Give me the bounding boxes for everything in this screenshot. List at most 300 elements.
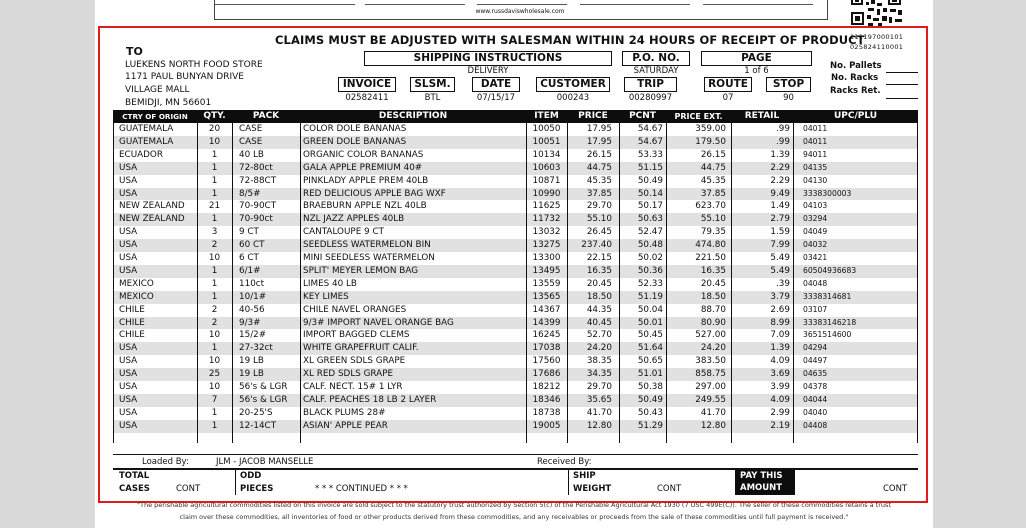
- cell-item: 10051: [532, 136, 561, 147]
- po-number-header: P.O. NO.: [622, 51, 690, 66]
- pieces-label: PIECES: [240, 484, 274, 494]
- viewer-margin-left: [0, 0, 95, 528]
- cell-origin: USA: [119, 240, 138, 251]
- cell-desc: PINKLADY APPLE PREM 40LB: [303, 175, 429, 186]
- cell-qty: 10: [208, 382, 221, 392]
- cell-desc: RED DELICIOUS APPLE BAG WXF: [303, 188, 446, 199]
- racks-returned-line: [886, 98, 918, 99]
- cell-pack: 70-90ct: [239, 214, 273, 225]
- cell-upc: 03421: [803, 253, 828, 262]
- received-by-label: Received By:: [537, 457, 592, 467]
- shipping-instructions-header: SHIPPING INSTRUCTIONS: [364, 51, 612, 66]
- cell-item: 16245: [532, 330, 561, 341]
- cell-price: 12.80: [586, 420, 612, 431]
- cell-upc: 33383146218: [803, 317, 857, 327]
- cell-pcnt: 50.17: [637, 201, 663, 212]
- date-header: DATE: [472, 77, 520, 92]
- cell-origin: USA: [119, 382, 138, 392]
- cell-price: 35.65: [586, 394, 612, 405]
- cases-label: CASES: [119, 484, 150, 494]
- invoice-header: INVOICE: [338, 77, 396, 92]
- cell-upc: 03107: [803, 304, 828, 314]
- claims-headline: CLAIMS MUST BE ADJUSTED WITH SALESMAN WITHIN 24 HOURS OF RECEIPT OF PRODUCT: [275, 33, 865, 47]
- cell-item: 18212: [532, 382, 561, 392]
- cell-pack: 6/1#: [239, 265, 261, 276]
- cell-retail: 3.99: [770, 382, 790, 392]
- cell-qty: 10: [208, 136, 221, 147]
- cell-upc: 94011: [803, 149, 828, 159]
- cell-desc: CALF. NECT. 15# 1 LYR: [303, 382, 403, 392]
- trust-notice-line-1: "The perishable agricultural commodities listed on this invoice are sold subject to the statutory trust authorized by Section 5(c) of the Perishable Agricultural Act 1930 (7 USC 499E(C)). The seller of these commodities retains a trust: [137, 501, 891, 509]
- cell-price: 29.70: [586, 382, 612, 392]
- col-upc: UPC/PLU: [833, 111, 878, 121]
- cell-upc: 04408: [803, 420, 828, 430]
- cell-ext: 527.00: [695, 330, 726, 341]
- salesman-header: SLSM.: [410, 77, 455, 92]
- cell-retail: 1.39: [770, 343, 790, 354]
- ref-number-1: 111197000101: [850, 33, 904, 41]
- col-pcnt: PCNT: [629, 111, 656, 121]
- col-item: ITEM: [534, 111, 559, 121]
- cell-price: 44.35: [586, 304, 612, 315]
- cell-origin: NEW ZEALAND: [119, 214, 185, 225]
- ship-to-line3: VILLAGE MALL: [125, 85, 190, 95]
- qr-code-icon: [848, 0, 906, 27]
- cell-ext: 20.45: [700, 278, 726, 289]
- cell-pack: 72-88CT: [239, 175, 277, 186]
- trip-value: 00280997: [628, 93, 673, 103]
- cell-desc: CALF. PEACHES 18 LB 2 LAYER: [303, 394, 437, 405]
- cell-qty: 20: [208, 124, 221, 134]
- cell-qty: 1: [211, 420, 218, 431]
- cell-pcnt: 54.67: [637, 136, 663, 147]
- cell-qty: 1: [211, 265, 218, 276]
- cell-pack: 9/3#: [239, 317, 261, 328]
- cell-origin: USA: [119, 394, 138, 405]
- cell-pack: CASE: [239, 136, 263, 147]
- footer-rule: [113, 454, 918, 455]
- cell-origin: USA: [119, 175, 138, 186]
- cell-upc: 04294: [803, 343, 828, 353]
- route-header: ROUTE: [704, 77, 752, 92]
- racks-line: [886, 84, 918, 85]
- footer-divider: [235, 469, 236, 495]
- cell-pack: 40 LB: [239, 149, 264, 160]
- cell-ext: 55.10: [700, 214, 726, 225]
- cell-ext: 12.80: [700, 420, 726, 431]
- cell-origin: USA: [119, 356, 138, 367]
- cell-retail: 7.99: [770, 240, 790, 251]
- pallets-label: No. Pallets: [830, 61, 882, 71]
- cell-upc: 04497: [803, 356, 828, 366]
- cell-ext: 26.15: [700, 149, 726, 160]
- pallets-line: [886, 72, 918, 73]
- cell-pack: 19 LB: [239, 356, 264, 367]
- cell-pcnt: 51.19: [637, 291, 663, 302]
- cell-price: 20.45: [586, 278, 612, 289]
- cell-retail: 5.49: [770, 265, 790, 276]
- salesman-value: BTL: [424, 93, 441, 103]
- cell-pcnt: 50.48: [637, 240, 663, 251]
- cell-price: 17.95: [586, 124, 612, 134]
- cell-upc: 03294: [803, 214, 828, 224]
- cell-ext: 37.85: [700, 188, 726, 199]
- cell-item: 18346: [532, 394, 561, 405]
- customer-header: CUSTOMER: [536, 77, 610, 92]
- cell-upc: 04635: [803, 369, 828, 379]
- cell-desc: XL RED SDLS GRAPE: [303, 369, 394, 380]
- cell-retail: 2.99: [770, 407, 790, 418]
- cell-qty: 10: [208, 253, 221, 263]
- footer-rule: [113, 468, 918, 470]
- cell-item: 13495: [532, 265, 561, 276]
- cell-desc: CANTALOUPE 9 CT: [303, 227, 384, 238]
- cell-desc: LIMES 40 LB: [303, 278, 357, 289]
- cell-item: 13032: [532, 227, 561, 238]
- cases-value: CONT: [176, 484, 201, 494]
- cell-price: 237.40: [581, 240, 612, 251]
- cell-qty: 10: [208, 330, 221, 341]
- cell-ext: 80.90: [700, 317, 726, 328]
- cell-item: 10990: [532, 188, 561, 199]
- cell-pcnt: 53.33: [637, 149, 663, 160]
- odd-label: ODD: [240, 471, 262, 481]
- cell-origin: CHILE: [119, 317, 145, 328]
- table-header: [113, 110, 918, 123]
- cell-desc: KEY LIMES: [303, 291, 349, 302]
- col-description: DESCRIPTION: [378, 111, 448, 121]
- cell-price: 18.50: [586, 291, 612, 302]
- cell-desc: XL GREEN SDLS GRAPE: [303, 356, 406, 367]
- racks-returned-label: Racks Ret.: [830, 86, 881, 96]
- cell-qty: 1: [211, 291, 218, 302]
- cell-desc: COLOR DOLE BANANAS: [303, 124, 407, 134]
- cell-retail: 7.09: [770, 330, 790, 341]
- cell-ext: 44.75: [700, 162, 726, 173]
- col-pack: PACK: [252, 111, 280, 121]
- cell-desc: GREEN DOLE BANANAS: [303, 136, 407, 147]
- col-price-ext: PRICE EXT.: [674, 112, 723, 121]
- cell-qty: 2: [211, 240, 218, 251]
- cell-pack: CASE: [239, 124, 263, 134]
- cell-desc: SPLIT' MEYER LEMON BAG: [303, 265, 419, 276]
- trip-header: TRIP: [624, 77, 677, 92]
- cell-ext: 297.00: [695, 382, 726, 392]
- ref-number-2: 025824110001: [850, 43, 904, 51]
- cell-upc: 3338300003: [803, 188, 852, 198]
- cell-item: 13559: [532, 278, 561, 289]
- col-price: PRICE: [578, 111, 608, 121]
- cell-pack: 60 CT: [239, 240, 265, 251]
- cell-retail: 2.79: [770, 214, 790, 225]
- cell-qty: 7: [211, 394, 218, 405]
- cell-retail: 2.19: [770, 420, 790, 431]
- cell-desc: MINI SEEDLESS WATERMELON: [303, 253, 435, 263]
- cell-origin: USA: [119, 162, 138, 173]
- weight-value: CONT: [657, 484, 682, 494]
- cell-pcnt: 51.01: [637, 369, 663, 380]
- continued-note: * * * CONTINUED * * *: [315, 484, 408, 494]
- cell-price: 52.70: [586, 330, 612, 341]
- cell-qty: 10: [208, 356, 221, 367]
- cell-upc: 04044: [803, 394, 828, 404]
- cell-pcnt: 51.15: [637, 162, 663, 173]
- cell-retail: 2.69: [770, 304, 790, 315]
- ship-to-name: LUEKENS NORTH FOOD STORE: [125, 60, 263, 70]
- racks-label: No. Racks: [831, 73, 879, 83]
- col-divider: [113, 123, 114, 443]
- cell-pack: 56's & LGR: [239, 394, 288, 405]
- cell-qty: 1: [211, 188, 218, 199]
- cell-pcnt: 50.36: [637, 265, 663, 276]
- invoice-value: 02582411: [345, 93, 389, 103]
- stop-value: 90: [783, 93, 794, 103]
- cell-pack: 6 CT: [239, 253, 259, 263]
- cell-upc: 04135: [803, 162, 828, 172]
- cell-desc: BLACK PLUMS 28#: [303, 407, 386, 418]
- cell-retail: 8.99: [770, 317, 790, 328]
- cell-qty: 1: [211, 162, 218, 173]
- cell-origin: USA: [119, 369, 138, 380]
- to-label: TO: [126, 45, 143, 58]
- cell-desc: CHILE NAVEL ORANGES: [303, 304, 407, 315]
- cell-upc: 04011: [803, 136, 828, 146]
- cell-item: 19005: [532, 420, 561, 431]
- page-value: 1 of 6: [744, 66, 769, 76]
- cell-origin: USA: [119, 227, 138, 238]
- loaded-by-label: Loaded By:: [142, 457, 189, 467]
- cell-item: 18738: [532, 407, 561, 418]
- cell-desc: ORGANIC COLOR BANANAS: [303, 149, 424, 160]
- col-origin: CTRY OF ORIGIN: [122, 112, 188, 121]
- footer-divider: [568, 469, 569, 495]
- cell-upc: 04032: [803, 240, 828, 250]
- cell-item: 13565: [532, 291, 561, 302]
- cell-origin: CHILE: [119, 330, 145, 341]
- cell-ext: 24.20: [700, 343, 726, 354]
- cell-ext: 88.70: [700, 304, 726, 315]
- cell-origin: MEXICO: [119, 278, 154, 289]
- cell-item: 13275: [532, 240, 561, 251]
- cell-qty: 1: [211, 343, 218, 354]
- cell-desc: ASIAN' APPLE PEAR: [303, 420, 388, 431]
- col-divider: [232, 123, 233, 443]
- cell-ext: 623.70: [695, 201, 726, 212]
- cell-retail: 3.79: [770, 291, 790, 302]
- cell-item: 10134: [532, 149, 561, 160]
- cell-item: 10603: [532, 162, 561, 173]
- cell-pcnt: 52.47: [637, 227, 663, 238]
- cell-price: 24.20: [586, 343, 612, 354]
- cell-ext: 474.80: [695, 240, 726, 251]
- cell-upc: 3338314681: [803, 291, 852, 301]
- cell-ext: 858.75: [695, 369, 726, 380]
- cell-upc: 04130: [803, 175, 828, 185]
- cell-retail: 2.29: [770, 175, 790, 186]
- cell-ext: 179.50: [695, 136, 726, 147]
- cell-desc: IMPORT BAGGED CLEMS: [303, 330, 410, 341]
- cell-qty: 1: [211, 149, 218, 160]
- cell-price: 17.95: [586, 136, 612, 147]
- cell-qty: 25: [208, 369, 221, 380]
- trust-notice: [95, 499, 933, 523]
- items-table: [113, 110, 918, 443]
- cell-item: 17038: [532, 343, 561, 354]
- cell-item: 11732: [532, 214, 561, 225]
- cell-ext: 41.70: [700, 407, 726, 418]
- cell-pcnt: 54.67: [637, 124, 663, 134]
- cell-price: 16.35: [586, 265, 612, 276]
- po-number-value: SATURDAY: [633, 66, 679, 76]
- cell-price: 41.70: [586, 407, 612, 418]
- cell-origin: USA: [119, 407, 138, 418]
- cell-qty: 21: [208, 201, 221, 212]
- cell-ext: 18.50: [700, 291, 726, 302]
- cell-price: 34.35: [586, 369, 612, 380]
- cell-pack: 20-25'S: [239, 407, 273, 418]
- cell-item: 10050: [532, 124, 561, 134]
- pay-line-2: AMOUNT: [740, 483, 783, 493]
- cell-item: 11625: [532, 201, 561, 212]
- cell-pcnt: 50.04: [637, 304, 663, 315]
- shipping-instructions-value: DELIVERY: [467, 66, 509, 76]
- route-value: 07: [722, 93, 734, 103]
- cell-price: 45.35: [586, 175, 612, 186]
- col-qty: QTY.: [203, 111, 226, 121]
- cell-retail: 1.59: [770, 227, 790, 238]
- cell-retail: .99: [776, 136, 790, 147]
- cell-price: 40.45: [586, 317, 612, 328]
- cell-origin: MEXICO: [119, 291, 154, 302]
- ship-label: SHIP: [573, 471, 596, 481]
- cell-pcnt: 50.45: [637, 330, 663, 341]
- cell-item: 14399: [532, 317, 561, 328]
- cell-pcnt: 50.38: [637, 382, 663, 392]
- cell-pcnt: 50.49: [637, 394, 663, 405]
- cell-price: 55.10: [586, 214, 612, 225]
- cell-desc: NZL JAZZ APPLES 40LB: [303, 214, 405, 225]
- cell-upc: 04378: [803, 382, 828, 391]
- cell-desc: SEEDLESS WATERMELON BIN: [303, 240, 431, 251]
- cell-pcnt: 51.64: [637, 343, 663, 354]
- cell-retail: .99: [776, 124, 790, 134]
- cell-pcnt: 50.01: [637, 317, 663, 328]
- cell-pcnt: 52.33: [637, 278, 663, 289]
- cell-price: 38.35: [586, 356, 612, 367]
- cell-desc: BRAEBURN APPLE NZL 40LB: [303, 201, 427, 212]
- cell-retail: 1.39: [770, 149, 790, 160]
- cell-pack: 15/2#: [239, 330, 267, 341]
- col-divider: [793, 123, 794, 443]
- cell-pack: 9 CT: [239, 227, 259, 238]
- col-divider: [917, 123, 918, 443]
- cell-pack: 12-14CT: [239, 420, 277, 431]
- cell-qty: 1: [211, 407, 218, 418]
- weight-label: WEIGHT: [573, 484, 612, 494]
- cell-retail: 1.49: [770, 201, 790, 212]
- stop-header: STOP: [766, 77, 811, 92]
- cell-desc: 9/3# IMPORT NAVEL ORANGE BAG: [303, 317, 454, 328]
- cell-pcnt: 50.43: [637, 407, 663, 418]
- cell-retail: 2.29: [770, 162, 790, 173]
- cell-upc: 04048: [803, 278, 828, 288]
- cell-qty: 1: [211, 214, 218, 225]
- cell-pcnt: 50.49: [637, 175, 663, 186]
- cell-ext: 16.35: [700, 265, 726, 276]
- pay-amount-label: [735, 469, 795, 495]
- cell-pack: 40-56: [239, 304, 265, 315]
- cell-pack: 110ct: [239, 278, 265, 289]
- cell-price: 22.15: [586, 253, 612, 263]
- amount-value: CONT: [883, 484, 908, 494]
- cell-retail: 4.09: [770, 356, 790, 367]
- cell-desc: GALA APPLE PREMIUM 40#: [303, 162, 423, 173]
- cell-pack: 70-90CT: [239, 201, 277, 212]
- page-header: PAGE: [701, 51, 812, 66]
- cell-retail: .39: [776, 278, 790, 289]
- cell-qty: 1: [211, 175, 218, 186]
- cell-retail: 9.49: [770, 188, 790, 199]
- col-retail: RETAIL: [744, 111, 780, 121]
- cell-upc: 60504936683: [803, 265, 857, 275]
- cell-item: 17560: [532, 356, 561, 367]
- date-value: 07/15/17: [476, 93, 516, 103]
- cell-pack: 8/5#: [239, 188, 261, 199]
- cell-pcnt: 50.63: [637, 214, 663, 225]
- cell-pcnt: 50.65: [637, 356, 663, 367]
- ship-to-street: 1171 PAUL BUNYAN DRIVE: [125, 72, 244, 82]
- cell-origin: GUATEMALA: [119, 136, 174, 147]
- cell-qty: 2: [211, 317, 218, 328]
- cell-origin: USA: [119, 265, 138, 276]
- cell-retail: 4.09: [770, 394, 790, 405]
- cell-origin: CHILE: [119, 304, 145, 315]
- cell-ext: 221.50: [695, 253, 726, 263]
- cell-upc: 04011: [803, 124, 828, 133]
- cell-item: 13300: [532, 253, 561, 263]
- total-label: TOTAL: [119, 471, 150, 481]
- cell-price: 37.85: [586, 188, 612, 199]
- cell-price: 26.45: [586, 227, 612, 238]
- ship-to-city: BEMIDJI, MN 56601: [125, 98, 212, 108]
- cell-pack: 19 LB: [239, 369, 264, 380]
- cell-item: 14367: [532, 304, 561, 315]
- cell-ext: 383.50: [695, 356, 726, 367]
- cell-upc: 04049: [803, 227, 828, 237]
- cell-item: 10871: [532, 175, 561, 186]
- cell-retail: 3.69: [770, 369, 790, 380]
- cell-ext: 249.55: [695, 394, 726, 405]
- cell-pcnt: 50.02: [637, 253, 663, 263]
- cell-origin: GUATEMALA: [119, 124, 174, 134]
- cell-pcnt: 50.14: [637, 188, 663, 199]
- cell-pack: 27-32ct: [239, 343, 273, 354]
- cell-pack: 10/1#: [239, 291, 267, 302]
- trust-notice-line-2: claim over these commodities, all inventories of food or other products derived from these commodities, and any receivables or proceeds from the sale of these commodities until full payment is received.": [179, 513, 849, 521]
- cell-pack: 56's & LGR: [239, 382, 288, 392]
- pay-line-1: PAY THIS: [740, 471, 783, 481]
- cell-origin: USA: [119, 253, 138, 263]
- cell-pcnt: 51.29: [637, 420, 663, 431]
- cell-ext: 359.00: [695, 124, 726, 134]
- cell-qty: 3: [211, 227, 218, 238]
- company-url: www.russdaviswholesale.com: [475, 8, 565, 15]
- cell-upc: 04040: [803, 407, 828, 417]
- customer-value: 000243: [556, 93, 590, 103]
- cell-qty: 1: [211, 278, 218, 289]
- cell-retail: 5.49: [770, 253, 790, 263]
- cell-price: 26.15: [586, 149, 612, 160]
